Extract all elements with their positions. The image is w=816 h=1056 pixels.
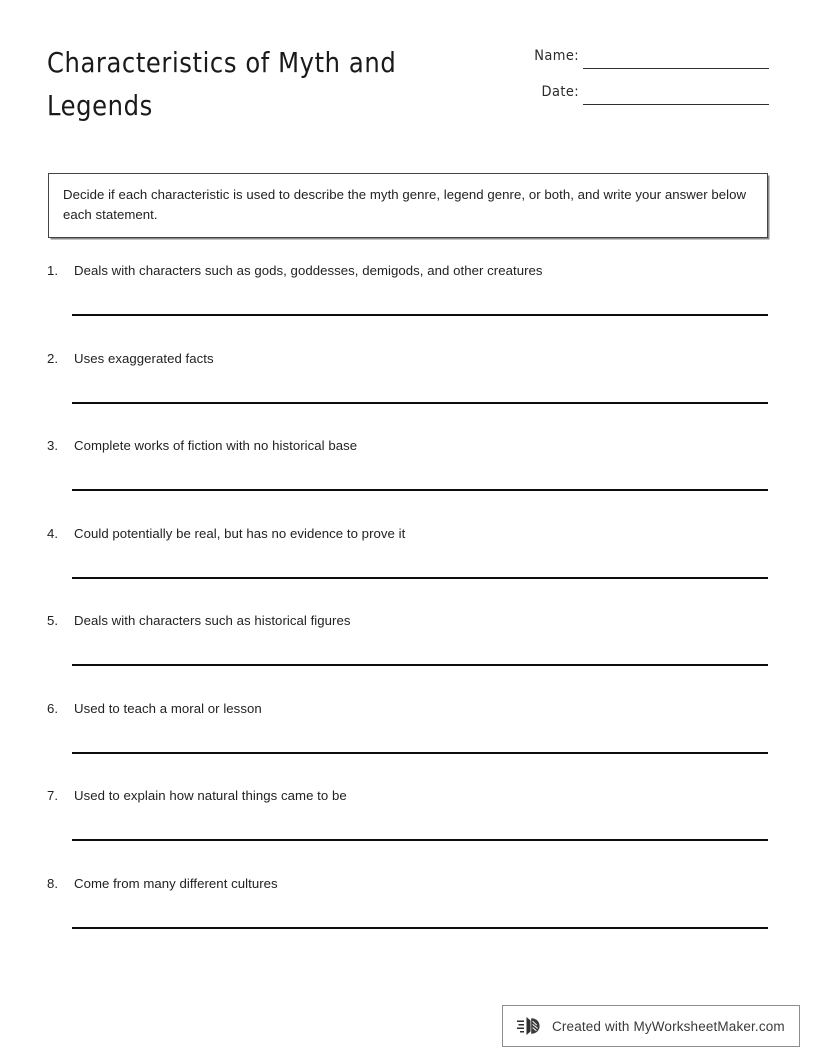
question-number: 7. xyxy=(47,788,59,803)
created-with-label: Created with MyWorksheetMaker.com xyxy=(552,1018,785,1034)
question-number: 3. xyxy=(47,438,59,453)
question-number: 1. xyxy=(47,263,59,278)
date-label: Date: xyxy=(541,84,579,101)
answer-line-3[interactable] xyxy=(72,489,768,491)
question-number: 2. xyxy=(47,350,59,366)
created-with-badge[interactable] xyxy=(502,1005,800,1047)
answer-line-1[interactable] xyxy=(72,314,768,316)
question-item-7 xyxy=(47,786,768,874)
name-input-line[interactable] xyxy=(583,68,769,69)
question-row xyxy=(47,349,768,368)
answer-line-6[interactable] xyxy=(72,752,768,754)
name-field-row xyxy=(521,48,769,84)
question-item-1 xyxy=(47,261,768,349)
question-row xyxy=(47,611,768,630)
answer-line-8[interactable] xyxy=(72,927,768,929)
question-text: Deals with characters such as gods, goddesses, demigods, and other creatures xyxy=(74,263,543,278)
name-date-block xyxy=(521,48,769,120)
question-item-5 xyxy=(47,611,768,699)
question-row xyxy=(47,436,768,455)
instructions-box xyxy=(48,173,768,238)
page-title-line-1: Characteristics of Myth and xyxy=(47,46,397,79)
worksheet-header xyxy=(47,42,769,132)
question-item-3 xyxy=(47,436,768,524)
page-title-line-2: Legends xyxy=(47,89,153,122)
question-list xyxy=(47,261,768,961)
date-field-row xyxy=(521,84,769,120)
question-text: Used to teach a moral or lesson xyxy=(74,700,262,716)
question-text: Come from many different cultures xyxy=(74,875,278,891)
question-number: 6. xyxy=(47,700,59,716)
question-item-6 xyxy=(47,699,768,787)
page-title xyxy=(47,42,464,127)
question-text: Used to explain how natural things came to be xyxy=(74,788,347,803)
question-text: Uses exaggerated facts xyxy=(74,350,214,366)
name-label: Name: xyxy=(534,48,579,65)
question-number: 8. xyxy=(47,875,59,891)
question-text: Complete works of fiction with no historical base xyxy=(74,438,358,453)
question-text: Deals with characters such as historical figures xyxy=(74,613,351,628)
answer-line-4[interactable] xyxy=(72,577,768,579)
question-text: Could potentially be real, but has no evidence to prove it xyxy=(74,525,406,541)
question-number: 5. xyxy=(47,613,59,628)
answer-line-5[interactable] xyxy=(72,664,768,666)
question-item-4 xyxy=(47,524,768,612)
question-row xyxy=(47,874,768,893)
question-row xyxy=(47,699,768,718)
question-row xyxy=(47,261,768,280)
date-input-line[interactable] xyxy=(583,104,769,105)
question-item-2 xyxy=(47,349,768,437)
worksheet-maker-logo-icon xyxy=(517,1014,543,1038)
answer-line-2[interactable] xyxy=(72,402,768,404)
question-row xyxy=(47,524,768,543)
instructions-text: Decide if each characteristic is used to describe the myth genre, legend genre, or both, and write your answer below each statement. xyxy=(63,187,747,222)
question-item-8 xyxy=(47,874,768,962)
question-number: 4. xyxy=(47,525,59,541)
question-row xyxy=(47,786,768,805)
answer-line-7[interactable] xyxy=(72,839,768,841)
